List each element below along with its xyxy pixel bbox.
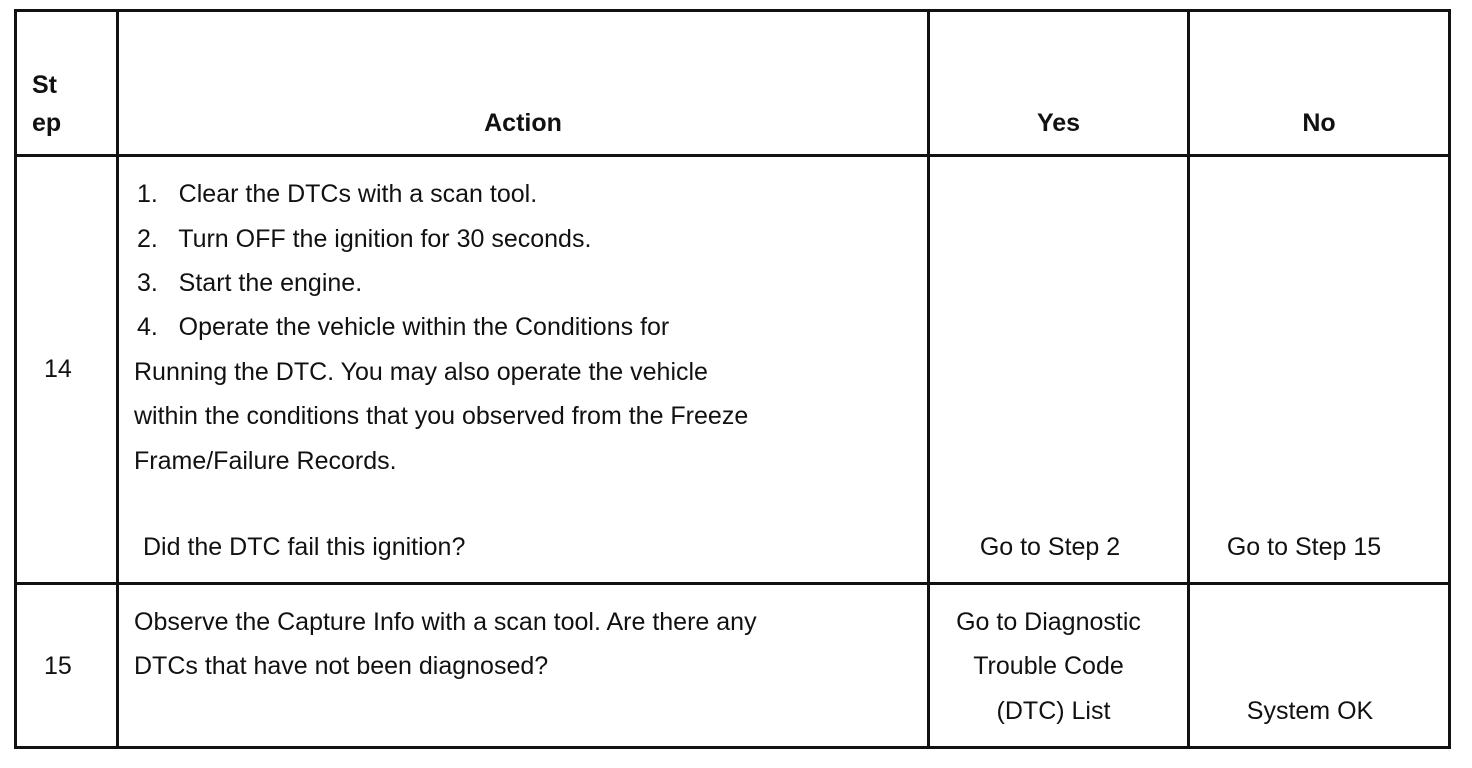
action-line: 1. Clear the DTCs with a scan tool. [137,180,538,208]
table-border-top [14,9,1451,12]
step-number: 15 [44,652,72,680]
action-line: 2. Turn OFF the ignition for 30 seconds. [137,225,592,253]
yes-result-line: Trouble Code [973,652,1124,680]
row-divider [14,582,1451,585]
table-border-right [1448,9,1451,749]
action-line: within the conditions that you observed from the Freeze [134,402,749,430]
table-border-bottom [14,746,1451,749]
header-divider [14,154,1451,157]
action-line: DTCs that have not been diagnosed? [134,652,549,680]
table-border-left [14,9,17,749]
step-number: 14 [44,355,72,383]
header-step-line1: St [32,71,57,99]
header-action: Action [484,109,562,137]
header-yes: Yes [1036,109,1081,137]
yes-result-line: Go to Diagnostic [956,608,1141,636]
yes-result-line: (DTC) List [996,697,1111,725]
action-question: Did the DTC fail this ignition? [143,533,466,561]
no-result: System OK [1246,697,1374,725]
header-no: No [1302,109,1336,137]
no-result: Go to Step 15 [1226,533,1382,561]
yes-result: Go to Step 2 [979,533,1121,561]
action-line: 4. Operate the vehicle within the Conditions for [137,313,670,341]
action-line: Frame/Failure Records. [134,447,397,475]
action-line: Observe the Capture Info with a scan tool. Are there any [134,608,757,636]
header-step-line2: ep [32,109,62,137]
action-line: Running the DTC. You may also operate the vehicle [134,358,708,386]
action-line: 3. Start the engine. [137,269,363,297]
